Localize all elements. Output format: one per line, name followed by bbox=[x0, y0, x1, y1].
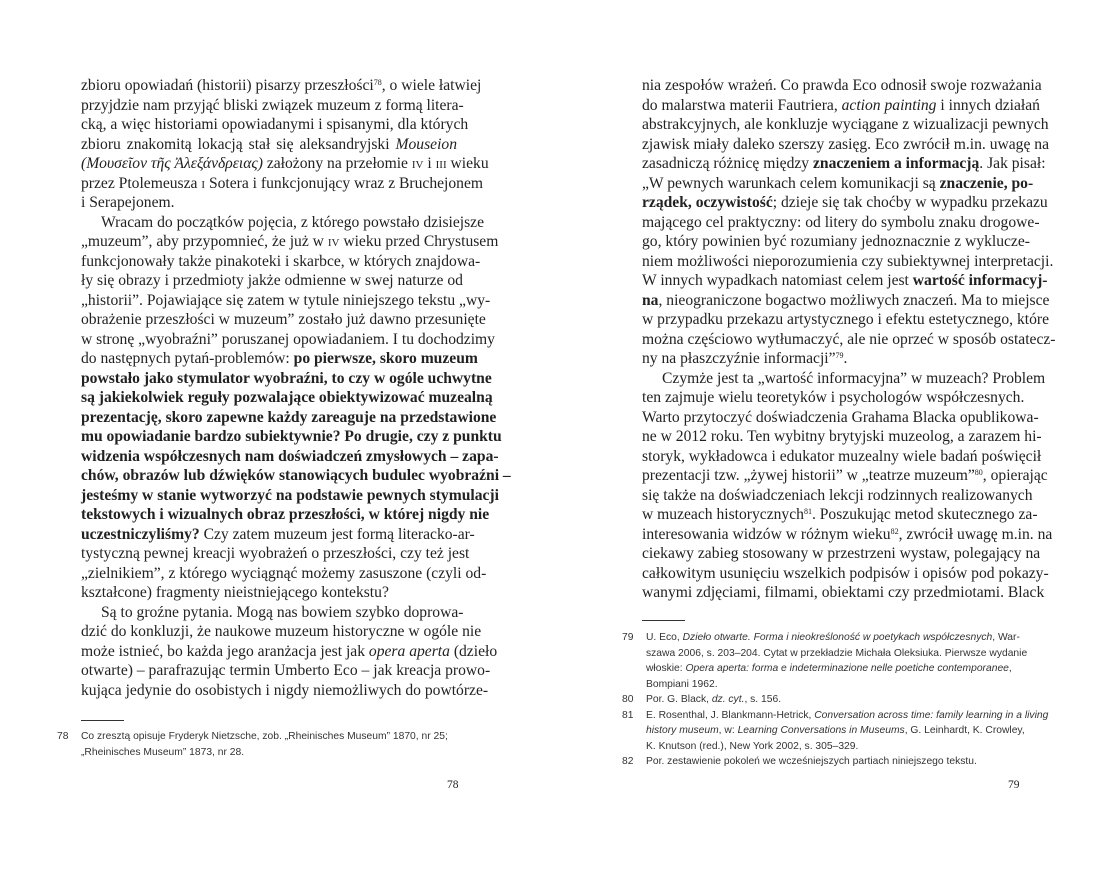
footnote-text: E. Rosenthal, J. Blankmann-Hetrick, Conversation across time: family learning in a living bbox=[646, 709, 1049, 721]
footnote-text: „Rheinisches Museum” 1873, nr 28. bbox=[81, 746, 245, 758]
text-line: funkcjonowały także pinakoteki i skarbce, w których znajdowa- bbox=[81, 252, 481, 270]
text-line: nia zespołów wrażeń. Co prawda Eco odnosił swoje rozważania bbox=[642, 77, 1042, 94]
text-line: „historii”. Pojawiające się zatem w tytule niniejszego tekstu „wy- bbox=[81, 291, 491, 309]
page-number: 79 bbox=[1008, 779, 1020, 791]
footnote-ref: 79 bbox=[835, 351, 844, 360]
footnote bbox=[622, 692, 1022, 708]
text-line: ciekawy zabieg stosowany w przestrzeni wystaw, polegający na bbox=[642, 545, 1041, 562]
text-line: tystyczną pewnej kreacji wyobrażeń o przeszłości, czy też jest bbox=[81, 545, 470, 562]
right-footnotes bbox=[622, 630, 1049, 770]
text-line: rządek, oczywistość; dzieje się tak choćby w wypadku przekazu bbox=[642, 194, 1048, 211]
text-line: (Μουσεῖον τῆς Ἀλεξάνδρειας) założony na przełomie iv i iii wieku bbox=[81, 155, 489, 172]
left-body-text bbox=[81, 76, 511, 700]
footnote-number: 80 bbox=[622, 694, 634, 705]
text-line: jesteśmy w stanie wytworzyć na podstawie pewnych stymulacji bbox=[81, 486, 499, 504]
text-line: się także na doświadczeniach lekcji rodzinnych realizowanych bbox=[642, 486, 1033, 504]
text-line: go, który powinien być rozumiany jednoznacznie z wykluczе- bbox=[642, 233, 1030, 250]
footnote-divider bbox=[642, 620, 685, 621]
footnote bbox=[622, 630, 1028, 692]
text-line: interesowania widzów w różnym wieku$^{82}$, zwrócił uwagę m.in. na bbox=[642, 525, 1053, 543]
right-body-text bbox=[642, 76, 1056, 603]
text-line: są jakiekolwiek reguły pozwalające obiektywizować muzealną bbox=[81, 389, 493, 406]
text-line: dzić do konkluzji, że naukowe muzeum historyczne w ogóle nie bbox=[81, 623, 482, 640]
text-line: W innych wypadkach natomiast celem jest wartość informacyj- bbox=[642, 272, 1048, 289]
text-line: zasadniczą różnicę między znaczeniem a informacją. Jak pisał: bbox=[642, 155, 1046, 172]
text-line: w stronę „wyobraźni” poruszanej opowiadaniem. I tu dochodzimy bbox=[81, 330, 495, 348]
footnote bbox=[622, 708, 1049, 755]
text-line: Warto przytoczyć doświadczenia Grahama Blacka opublikowa- bbox=[642, 408, 1039, 426]
text-line: uczestniczyliśmy? Czy zatem muzeum jest formą literacko-ar- bbox=[81, 525, 475, 543]
text-line: obrażenie przeszłości w muzeum” zostało już dawno przesunięte bbox=[81, 311, 486, 328]
footnote bbox=[57, 729, 457, 760]
text-line: wanymi zdjęciami, filmami, obiektami czy przedmiotami. Black bbox=[642, 584, 1045, 601]
text-line: „zielnikiem”, z którego wyciągnąć możemy zasuszone (czyli od- bbox=[81, 564, 487, 582]
text-line: widzenia współczesnych nam doświadczeń zmysłowych – zapa- bbox=[81, 447, 499, 465]
footnote-text: Por. zestawienie pokoleń we wcześniejszych partiach niniejszego tekstu. bbox=[646, 756, 977, 767]
footnote-text: Bompiani 1962. bbox=[646, 678, 718, 690]
text-line: prezentacji tzw. „żywej historii” w „teatrze muzeum”$^{80}$, opierając bbox=[642, 467, 1048, 484]
footnote-text: Co zresztą opisuje Fryderyk Nietzsche, zob. „Rheinisches Museum” 1870, nr 25; bbox=[81, 731, 448, 742]
footnote-divider bbox=[81, 720, 124, 721]
footnote-number: 81 bbox=[622, 709, 634, 721]
footnote-text: history museum, w: Learning Conversations in Museums, G. Leinhardt, K. Crowley, bbox=[646, 725, 1025, 736]
text-line: całkowitym usunięciu wszelkich podpisów i opisów pod pokazy- bbox=[642, 564, 1049, 582]
footnote-ref: 80 bbox=[974, 468, 983, 477]
text-line: można częściowo wytłumaczyć, ale nie oprzeć w sposób ostatecz- bbox=[642, 330, 1056, 348]
text-line: do następnych pytań-problemów: po pierwsze, skoro muzeum bbox=[81, 350, 478, 367]
left-footnotes bbox=[57, 729, 457, 760]
text-line: ny na płaszczyźnie informacji”$^{79}$. bbox=[642, 350, 848, 367]
text-line: powstało jako stymulator wyobraźni, to czy w ogóle uchwytne bbox=[81, 369, 492, 387]
text-line: przez Ptolemeusza i Sotera i funkcjonujący wraz z Bruchejonem bbox=[81, 174, 484, 192]
text-line: niem możliwości nieporozumienia czy subiektywnej interpretacji. bbox=[642, 252, 1054, 270]
footnote-ref: 82 bbox=[890, 526, 899, 536]
text-line: kująca jedynie do osobistych i nigdy niemożliwych do powtórze- bbox=[81, 681, 489, 699]
footnote-number: 79 bbox=[622, 632, 634, 643]
text-line: ły się obrazy i przedmioty jakże odmienne w swej naturze od bbox=[81, 272, 463, 289]
text-line: ne w 2012 roku. Ten wybitny brytyjski muzeolog, a zarazem hi- bbox=[642, 428, 1042, 445]
footnote-ref: 78 bbox=[373, 78, 382, 87]
text-line: prezentację, skoro zapewne każdy zareaguje na przedstawione bbox=[81, 408, 497, 426]
text-line: na, nieograniczone bogactwo możliwych znaczeń. Ma to miejsce bbox=[642, 291, 1050, 309]
text-line: kształcone) fragmenty nieistniejącego kontekstu? bbox=[81, 584, 389, 601]
text-line: Są to groźne pytania. Mogą nas bowiem szybko doprowa- bbox=[101, 603, 464, 621]
footnote-text: szawa 2006, s. 203–204. Cytat w przekładzie Michała Oleksiuka. Pierwsze wydanie bbox=[646, 647, 1028, 659]
footnote-text: U. Eco, Dzieło otwarte. Forma i nieokreśloność w poetykach współczesnych, War- bbox=[646, 632, 1020, 643]
text-line: zbioru znakomitą lokacją stał się aleksandryjski Mouseion bbox=[81, 135, 457, 153]
text-line: chów, obrazów lub dźwięków stanowiących budulec wyobraźni – bbox=[81, 467, 511, 484]
text-line: „muzeum”, aby przypomnieć, że już w iv wieku przed Chrystusem bbox=[81, 233, 499, 250]
footnote-number: 82 bbox=[622, 756, 634, 767]
text-line: i Serapejonem. bbox=[81, 194, 175, 211]
footnote-text: włoskie: Opera aperta: forma e indeterminazione nelle poetiche contemporanee, bbox=[646, 663, 1012, 674]
text-line: w przypadku przekazu artystycznego i efektu estetycznego, które bbox=[642, 311, 1049, 328]
text-line: mającego cel praktyczny: od litery do symbolu znaku drogowe- bbox=[642, 213, 1040, 231]
footnote-text: K. Knutson (red.), New York 2002, s. 305–329. bbox=[646, 740, 859, 752]
text-line: mu opowiadanie bardzo subiektywnie? Po drugie, czy z punktu bbox=[81, 428, 502, 445]
footnote-ref: 81 bbox=[803, 507, 812, 516]
text-line: w muzeach historycznych$^{81}$. Poszukując metod skutecznego za- bbox=[642, 506, 1038, 523]
text-line: do malarstwa materii Fautriera, action painting i innych działań bbox=[642, 96, 1040, 114]
text-line: przyjdzie nam przyjąć bliski związek muzeum z formą litera- bbox=[81, 96, 464, 114]
text-line: zjawisk miały daleko szerszy zasięg. Eco zwrócił m.in. uwagę na bbox=[642, 135, 1050, 153]
text-line: cką, a więc historiami opowiadanymi i spisanymi, dla których bbox=[81, 116, 469, 133]
page-number: 78 bbox=[447, 779, 459, 791]
text-line: „W pewnych warunkach celem komunikacji są znaczenie, po- bbox=[642, 174, 1034, 192]
text-line: otwarte) – parafrazując termin Umberto Eco – jak kreacja prowo- bbox=[81, 662, 491, 679]
footnote bbox=[622, 754, 1022, 770]
text-line: abstrakcyjnych, ale konkluzje wyciągane z wizualizacji pewnych bbox=[642, 116, 1049, 133]
text-line: Czymże jest ta „wartość informacyjna” w muzeach? Problem bbox=[662, 369, 1046, 387]
text-line: tekstowych i wizualnych obraz przeszłości, w której nigdy nie bbox=[81, 506, 490, 523]
text-line: Wracam do początków pojęcia, z którego powstało dzisiejsze bbox=[101, 213, 485, 231]
text-line: może istnieć, bo każda jego aranżacja jest jak opera aperta (dzieło bbox=[81, 642, 498, 660]
right-page bbox=[550, 0, 1100, 888]
text-line: ten zajmuje wielu teoretyków i psychologów współczesnych. bbox=[642, 389, 1025, 406]
text-line: zbioru opowiadań (historii) pisarzy przeszłości$^{78}$, o wiele łatwiej bbox=[81, 77, 482, 94]
footnote-number: 78 bbox=[57, 731, 69, 742]
footnote-text: Por. G. Black, dz. cyt., s. 156. bbox=[646, 694, 782, 705]
text-line: storyk, wykładowca i edukator muzealny wiele badań poświęcił bbox=[642, 447, 1042, 465]
